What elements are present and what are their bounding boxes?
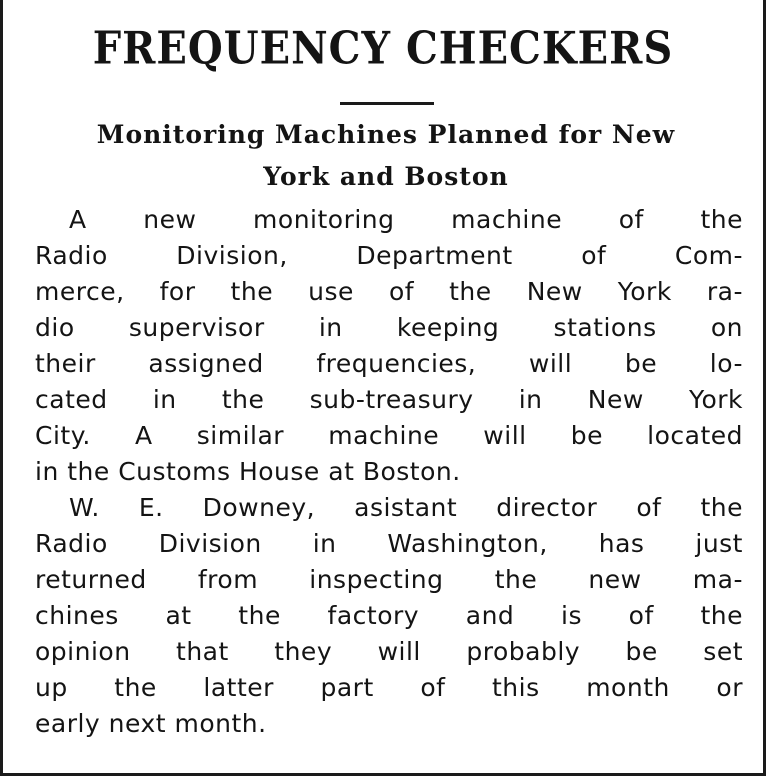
headline: FREQUENCY CHECKERS <box>92 22 674 75</box>
text-line: chines at the factory and is of the <box>35 601 743 630</box>
text-line: City. A similar machine will be located <box>35 421 743 450</box>
text-line: dio supervisor in keeping stations on <box>35 313 743 342</box>
text-line: Radio Division, Department of Com- <box>35 241 743 270</box>
paragraph-2 <box>35 490 743 742</box>
paragraph-1 <box>35 202 743 490</box>
subheadline-line: Monitoring Machines Planned for New <box>96 120 676 149</box>
text-line: A new monitoring machine of the <box>69 205 743 234</box>
text-line: up the latter part of this month or <box>35 673 743 702</box>
text-line: merce, for the use of the New York ra- <box>35 277 743 306</box>
text-line: in the Customs House at Boston. <box>35 457 461 486</box>
text-line: cated in the sub-treasury in New York <box>35 385 743 414</box>
text-line: early next month. <box>35 709 267 738</box>
article-body <box>35 202 743 742</box>
text-line: Radio Division in Washington, has just <box>35 529 743 558</box>
text-line: their assigned frequencies, will be lo- <box>35 349 743 378</box>
subheadline <box>25 114 747 198</box>
headline-divider <box>340 102 434 105</box>
text-line: opinion that they will probably be set <box>35 637 743 666</box>
text-line: W. E. Downey, asistant director of the <box>69 493 743 522</box>
subheadline-line: York and Boston <box>263 162 509 191</box>
text-line: returned from inspecting the new ma- <box>35 565 743 594</box>
